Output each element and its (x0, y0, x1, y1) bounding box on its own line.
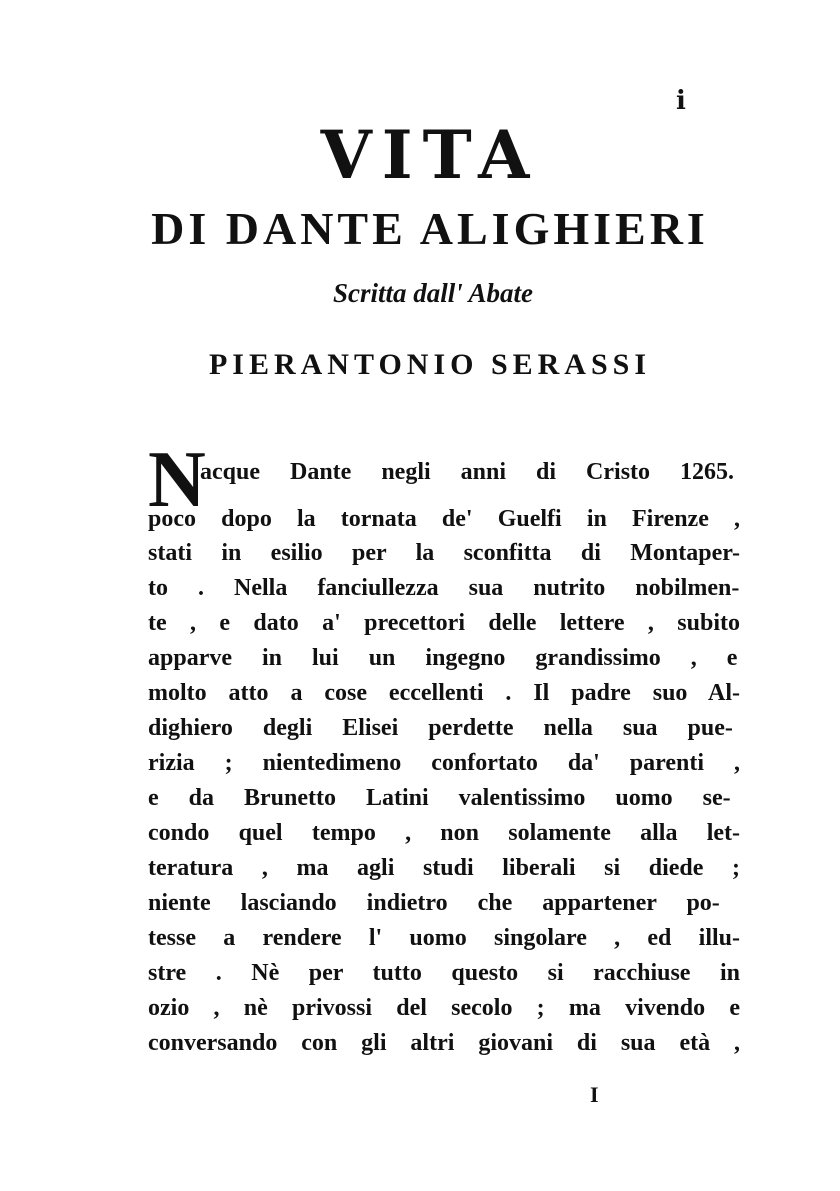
author-name: PIERANTONIO SERASSI (208, 348, 652, 381)
page-number: i (676, 86, 686, 116)
text-line: dighiero degli Elisei perdette nella sua pue- (148, 715, 733, 741)
drop-cap: N (148, 436, 206, 524)
text-line: niente lasciando indietro che appartener po- (148, 890, 720, 916)
page-subtitle: DI DANTE ALIGHIERI (151, 203, 709, 254)
text-line: poco dopo la tornata de' Guelfi in Firenze , (148, 506, 740, 532)
text-line: apparve in lui un ingegno grandissimo , e (148, 645, 738, 671)
text-line: acque Dante negli anni di Cristo 1265. (200, 459, 735, 485)
text-line: stre . Nè per tutto questo si racchiuse in (148, 960, 740, 986)
text-line: conversando con gli altri giovani di sua età , (148, 1030, 740, 1056)
byline: Scritta dall' Abate (332, 278, 533, 308)
text-line: rizia ; nientedimeno confortato da' parenti , (148, 750, 740, 776)
text-line: stati in esilio per la sconfitta di Montaper- (148, 540, 740, 566)
text-line: molto atto a cose eccellenti . Il padre suo Al- (148, 680, 740, 706)
text-line: e da Brunetto Latini valentissimo uomo se- (148, 785, 731, 811)
text-line: tesse a rendere l' uomo singolare , ed illu- (148, 925, 740, 951)
signature-mark: I (590, 1082, 599, 1107)
text-line: te , e dato a' precettori delle lettere , subito (148, 610, 740, 636)
text-line: condo quel tempo , non solamente alla let- (148, 820, 740, 846)
text-line: ozio , nè privossi del secolo ; ma vivendo e (148, 995, 740, 1021)
page-title: VITA (320, 116, 540, 194)
text-line: to . Nella fanciullezza sua nutrito nobilmen- (148, 575, 740, 601)
text-line: teratura , ma agli studi liberali si diede ; (148, 855, 740, 881)
